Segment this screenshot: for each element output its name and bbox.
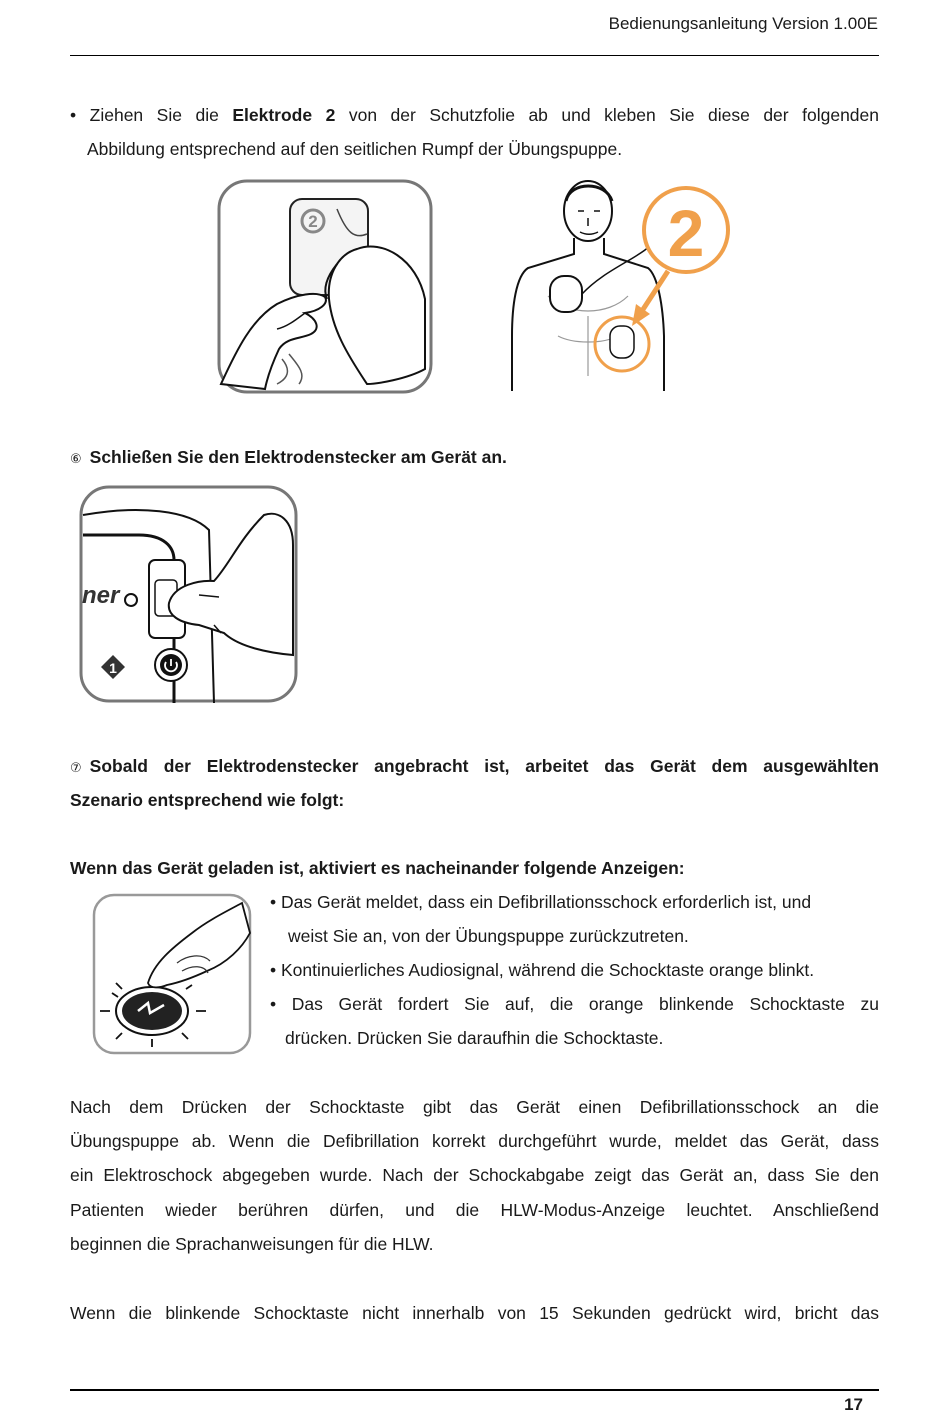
- after-shock-line5: beginnen die Sprachanweisungen für die HLW.: [70, 1234, 434, 1254]
- after-shock-line1: Nach dem Drücken der Schocktaste gibt das Gerät einen Defibrillationsschock an die: [70, 1097, 879, 1117]
- bullet-electrode-2-line2: Abbildung entsprechend auf den seitlichen Rumpf der Übungspuppe.: [87, 139, 623, 159]
- step-7-line1: ⑦ Sobald der Elektrodenstecker angebracht ist, arbeitet das Gerät dem ausgewählten: [70, 749, 879, 785]
- footer-rule: [70, 1389, 879, 1391]
- charged-bullet-3-line1: • Das Gerät fordert Sie auf, die orange blinkende Schocktaste zu: [270, 994, 879, 1014]
- charged-bullet-3-line2: drücken. Drücken Sie daraufhin die Schocktaste.: [285, 1028, 664, 1048]
- charged-heading: Wenn das Gerät geladen ist, aktiviert es nacheinander folgende Anzeigen:: [70, 858, 685, 878]
- device-brand-text: ner: [82, 582, 120, 609]
- device-connector-illustration: [79, 485, 298, 703]
- step-7-line2: Szenario entsprechend wie folgt:: [70, 790, 345, 810]
- step-7-number: ⑦: [70, 760, 82, 775]
- torso-badge-number: 2: [667, 196, 705, 270]
- after-shock-line4: Patienten wieder berühren dürfen, und die HLW-Modus-Anzeige leuchtet. Anschließend: [70, 1200, 879, 1220]
- charged-bullet-1-line2: weist Sie an, von der Übungspuppe zurückzutreten.: [288, 926, 689, 946]
- electrode-2-emphasis: Elektrode 2: [232, 105, 336, 125]
- running-header: Bedienungsanleitung Version 1.00E: [608, 14, 878, 33]
- page-number: 17: [844, 1395, 863, 1414]
- timeout-line1: Wenn die blinkende Schocktaste nicht innerhalb von 15 Sekunden gedrückt wird, bricht das: [70, 1303, 879, 1323]
- step-6-number: ⑥: [70, 451, 82, 466]
- peel-electrode-illustration: [217, 179, 433, 394]
- torso-electrode-2-illustration: [508, 176, 734, 394]
- bullet-marker: •: [70, 105, 77, 125]
- device-badge-number: 1: [109, 660, 117, 676]
- after-shock-line2: Übungspuppe ab. Wenn die Defibrillation korrekt durchgeführt wurde, meldet das Gerät, dass: [70, 1131, 879, 1151]
- shock-button-illustration: [92, 893, 252, 1055]
- step-6-instruction: ⑥ Schließen Sie den Elektrodenstecker am Gerät an.: [70, 440, 879, 476]
- charged-bullet-1-line1: • Das Gerät meldet, dass ein Defibrillationsschock erforderlich ist, und: [270, 892, 812, 912]
- charged-bullet-2-line1: • Kontinuierliches Audiosignal, während die Schocktaste orange blinkt.: [270, 960, 815, 980]
- after-shock-line3: ein Elektroschock abgegeben wurde. Nach der Schockabgabe zeigt das Gerät an, dass Sie den: [70, 1165, 879, 1185]
- bullet-electrode-2-line1: • Ziehen Sie die Elektrode 2 von der Schutzfolie ab und kleben Sie diese der folgenden: [70, 105, 879, 125]
- header-rule: [70, 55, 879, 56]
- svg-text:2: 2: [308, 212, 318, 231]
